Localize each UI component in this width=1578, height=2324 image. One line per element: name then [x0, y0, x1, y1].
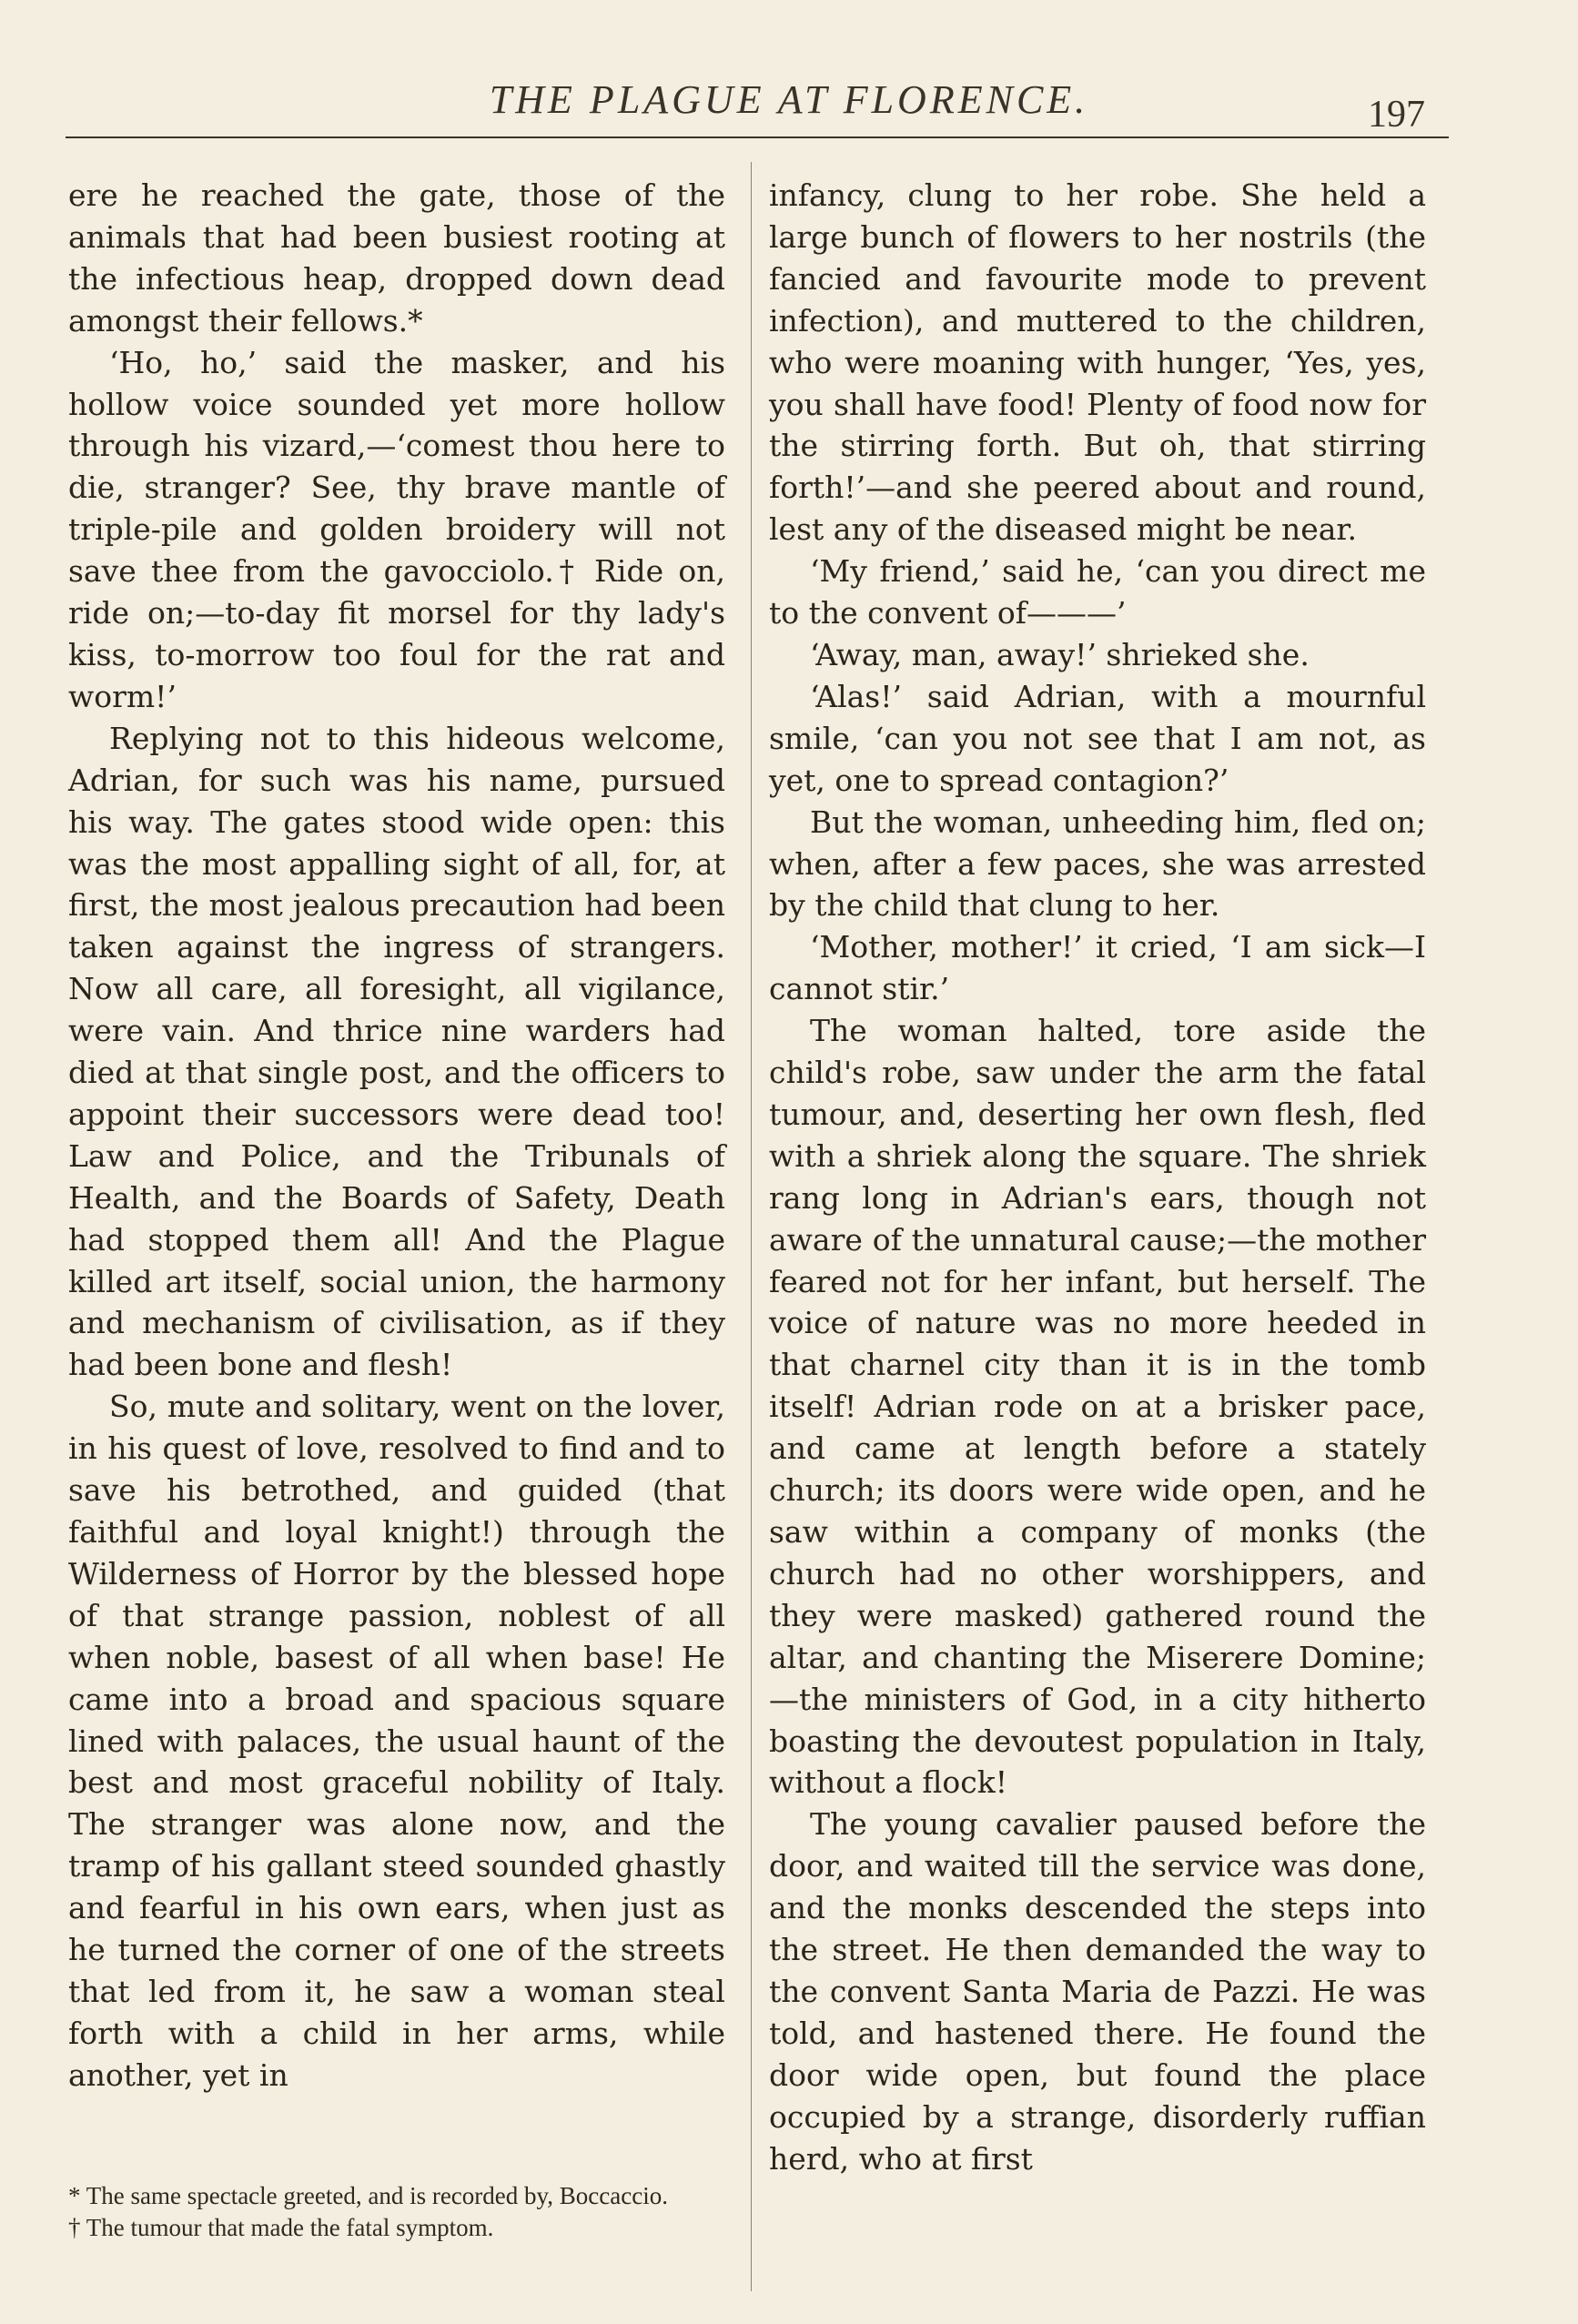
- left-column: [68, 175, 725, 2097]
- right-paragraph-4: ‘Alas!’ said Adrian, with a mournful smile, ‘can you not see that I am not, as yet, one to spread contagion?’: [769, 678, 1426, 798]
- running-head: [0, 76, 1578, 136]
- left-paragraph-4: So, mute and solitary, went on the lover, in his quest of love, resolved to find and to save his betrothed, and guided (that faithful and loyal knight!) through the Wilderness of Horror by the blessed hope of that strange passion, noblest of all when noble, basest of all when base! He came into a broad and spacious square lined with palaces, the usual haunt of the best and most graceful nobility of Italy. The stranger was alone now, and the tramp of his gallant steed sounded ghastly and fearful in his own ears, when just as he turned the corner of one of the streets that led from it, he saw a woman steal forth with a child in her arms, while another, yet in: [68, 1389, 725, 2093]
- right-paragraph-8: The young cavalier paused before the door, and waited till the service was done, and the monks descended the steps into the street. He then demanded the way to the convent Santa Maria de Pazzi. He was told, and hastened there. He found the door wide open, but found the place occupied by a strange, disorderly ruffian herd, who at first: [769, 1806, 1426, 2177]
- right-column: [769, 175, 1426, 2180]
- right-paragraph-3: ‘Away, man, away!’ shrieked she.: [810, 636, 1310, 672]
- left-paragraph-2: ‘Ho, ho,’ said the masker, and his hollow voice sounded yet more hollow through his vizard,—‘comest thou here to die, stranger? See, thy brave mantle of triple-pile and golden broidery will not save thee from the gavocciolo.† Ride on, ride on;—to-day fit morsel for thy lady's kiss, to-morrow too foul for the rat and worm!’: [68, 344, 725, 714]
- footnotes: [68, 2180, 725, 2244]
- column-divider: [751, 162, 752, 2291]
- right-paragraph-6: ‘Mother, mother!’ it cried, ‘I am sick—I cannot stir.’: [769, 929, 1426, 1007]
- left-paragraph-1: ere he reached the gate, those of the animals that had been busiest rooting at the infectious heap, dropped down dead amongst their fellows.*: [68, 177, 725, 338]
- right-paragraph-2: ‘My friend,’ said he, ‘can you direct me to the convent of———’: [769, 553, 1426, 632]
- footnote-2: † The tumour that made the fatal symptom.: [68, 2214, 494, 2241]
- left-paragraph-3: Replying not to this hideous welcome, Adrian, for such was his name, pursued his way. The gates stood wide open: this was the most appalling sight of all, for, at first, the most jealous precaution had been taken against the ingress of strangers. Now all care, all foresight, all vigilance, were vain. And thrice nine warders had died at that single post, and the officers to appoint their successors were dead too! Law and Police, and the Tribunals of Health, and the Boards of Safety, Death had stopped them all! And the Plague killed art itself, social union, the harmony and mechanism of civilisation, as if they had been bone and flesh!: [68, 720, 725, 1383]
- header-rule: [66, 136, 1449, 138]
- page-number: 197: [1368, 94, 1425, 136]
- footnote-1: * The same spectacle greeted, and is recorded by, Boccaccio.: [68, 2182, 668, 2209]
- running-title: THE PLAGUE AT FLORENCE.: [489, 77, 1089, 122]
- right-paragraph-7: The woman halted, tore aside the child's robe, saw under the arm the fatal tumour, and, deserting her own flesh, fled with a shriek along the square. The shriek rang long in Adrian's ears, though not aware of the unnatural cause;—the mother feared not for her infant, but herself. The voice of nature was no more heeded in that charnel city than it is in the tomb itself! Adrian rode on at a brisker pace, and came at length before a stately church; its doors were wide open, and he saw within a company of monks (the church had no other worshippers, and they were masked) gathered round the altar, and chanting the Miserere Domine;—the ministers of God, in a city hitherto boasting the devoutest population in Italy, without a flock!: [769, 1013, 1426, 1801]
- right-paragraph-5: But the woman, unheeding him, fled on; when, after a few paces, she was arrested by the child that clung to her.: [769, 803, 1426, 924]
- right-paragraph-1: infancy, clung to her robe. She held a large bunch of flowers to her nostrils (the fancied and favourite mode to prevent infection), and muttered to the children, who were moaning with hunger, ‘Yes, yes, you shall have food! Plenty of food now for the stirring forth. But oh, that stirring forth!’—and she peered about and round, lest any of the diseased might be near.: [769, 177, 1426, 548]
